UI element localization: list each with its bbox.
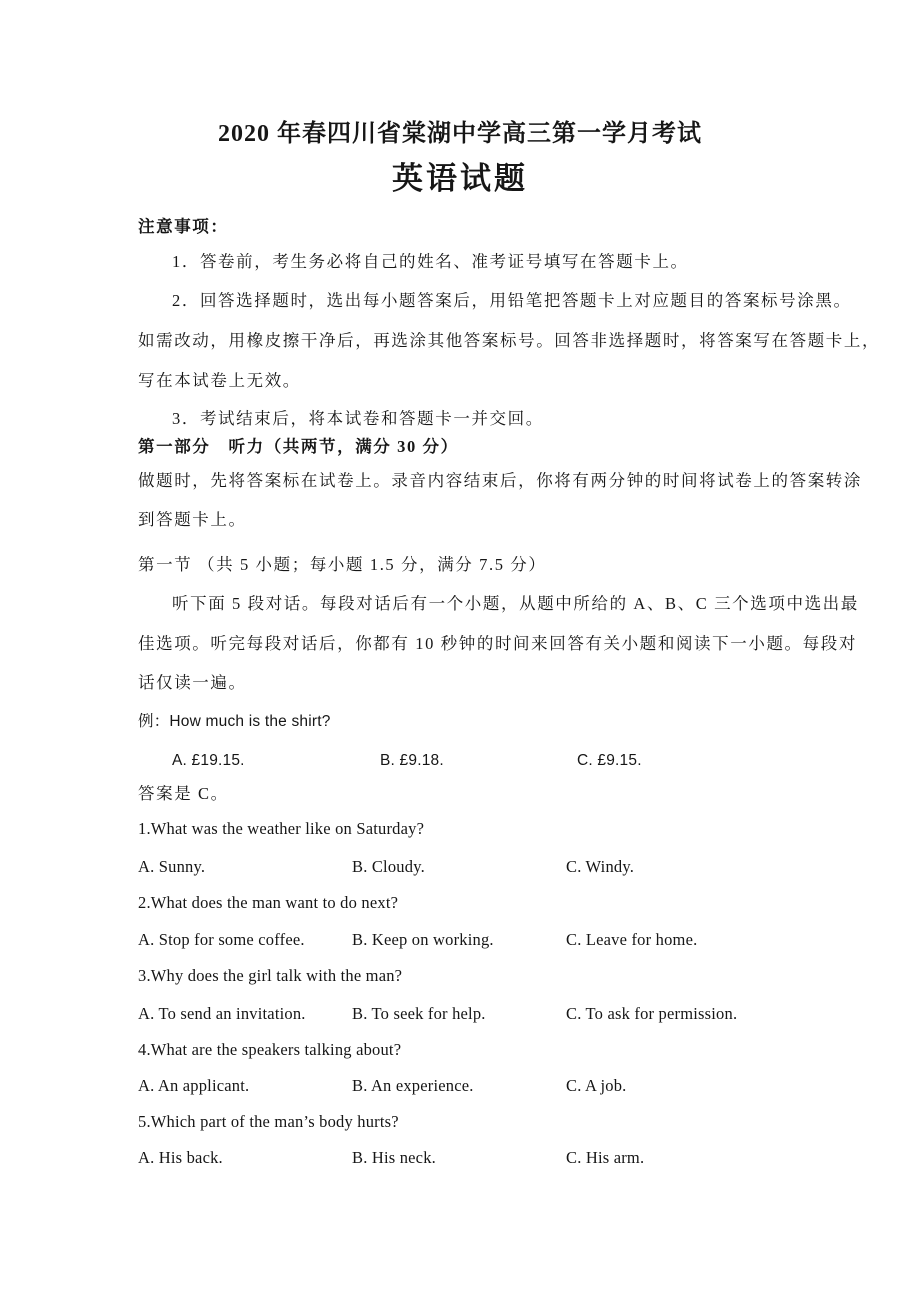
question-1-option-a: A. Sunny. [138,857,206,876]
question-5-option-a: A. His back. [138,1148,223,1167]
question-1-prompt: 1.What was the weather like on Saturday? [138,819,425,838]
exam-title: 2020 年春四川省棠湖中学高三第一学月考试 [218,121,702,147]
example-option-b: B. £9.18. [380,752,444,769]
question-1-option-b: B. Cloudy. [352,857,425,876]
example-option-c: C. £9.15. [577,752,642,769]
section1-intro-line-2: 佳选项。听完每段对话后，你都有 10 秒钟的时间来回答有关小题和阅读下一小题。每段对 [138,634,857,653]
question-1-option-c: C. Windy. [566,857,635,876]
question-3-option-a: A. To send an invitation. [138,1004,306,1023]
notice-heading: 注意事项： [138,217,229,236]
question-4-option-a: A. An applicant. [138,1076,250,1095]
question-3-prompt: 3.Why does the girl talk with the man? [138,966,403,985]
example-answer: 答案是 C。 [138,784,229,803]
question-5-prompt: 5.Which part of the man’s body hurts? [138,1112,399,1131]
question-5-option-b: B. His neck. [352,1148,436,1167]
question-4-prompt: 4.What are the speakers talking about? [138,1040,402,1059]
section1-heading: 第一节 （共 5 小题；每小题 1.5 分，满分 7.5 分） [138,555,547,574]
part1-intro-line-2: 到答题卡上。 [138,510,247,529]
notice-item-2-line-2: 如需改动，用橡皮擦干净后，再选涂其他答案标号。回答非选择题时，将答案写在答题卡上， [138,331,881,350]
example-prompt: 例：How much is the shirt? [138,713,331,730]
question-2-option-c: C. Leave for home. [566,930,698,949]
question-3-option-c: C. To ask for permission. [566,1004,738,1023]
question-2-prompt: 2.What does the man want to do next? [138,893,399,912]
notice-item-2-line-3: 写在本试卷上无效。 [138,371,301,390]
section1-intro-line-1: 听下面 5 段对话。每段对话后有一个小题，从题中所给的 A、B、C 三个选项中选出最 [172,594,859,613]
question-4-option-c: C. A job. [566,1076,627,1095]
question-2-option-a: A. Stop for some coffee. [138,930,305,949]
question-5-option-c: C. His arm. [566,1148,645,1167]
example-option-a: A. £19.15. [172,752,245,769]
part1-heading: 第一部分 听力（共两节，满分 30 分） [138,437,459,456]
question-2-option-b: B. Keep on working. [352,930,494,949]
notice-item-3: 3．考试结束后，将本试卷和答题卡一并交回。 [172,409,544,428]
section1-intro-line-3: 话仅读一遍。 [138,673,247,692]
notice-item-1: 1．答卷前，考生务必将自己的姓名、准考证号填写在答题卡上。 [172,252,689,271]
question-4-option-b: B. An experience. [352,1076,474,1095]
notice-item-2-line-1: 2．回答选择题时，选出每小题答案后，用铅笔把答题卡上对应题目的答案标号涂黑。 [172,291,852,310]
part1-intro-line-1: 做题时，先将答案标在试卷上。录音内容结束后，你将有两分钟的时间将试卷上的答案转涂 [138,471,862,490]
question-3-option-b: B. To seek for help. [352,1004,486,1023]
exam-subtitle: 英语试题 [392,161,528,196]
